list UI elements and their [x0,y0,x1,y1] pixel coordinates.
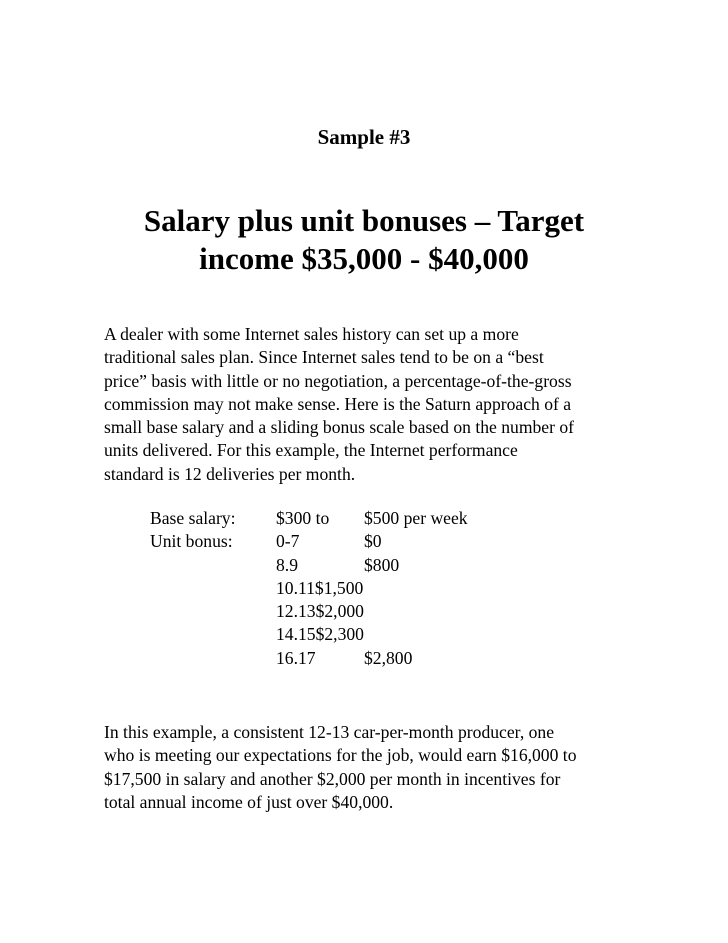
row-range: 14.15$2,300 [276,624,364,645]
intro-line: A dealer with some Internet sales history can set up a more [104,324,519,344]
row-label: Unit bonus: [150,531,233,552]
row-range: 12.13$2,000 [276,601,364,622]
row-value: $0 [364,531,382,552]
conclusion-line: total annual income of just over $40,000. [104,791,394,812]
sample-heading: Sample #3 [317,125,411,149]
conclusion-line: who is meeting our expectations for the job, would earn $16,000 to [104,745,577,766]
main-title-line: Salary plus unit bonuses – Target [143,203,585,238]
conclusion-paragraph [104,721,644,814]
row-range: 10.11$1,500 [276,577,364,598]
row-range: 0-7 [276,531,300,552]
intro-line: small base salary and a sliding bonus scale based on the number of [104,417,575,438]
row-range: 16.17 [276,647,316,668]
row-range: $300 to [276,508,330,528]
conclusion-line: $17,500 in salary and another $2,000 per month in incentives for [104,768,561,789]
main-title-line: income $35,000 - $40,000 [199,241,529,276]
intro-line: traditional sales plan. Since Internet sales tend to be on a “best [104,347,544,368]
intro-line: commission may not make sense. Here is the Saturn approach of a [104,393,572,414]
row-value: $800 [364,554,400,575]
intro-paragraph [104,323,644,486]
intro-line: standard is 12 deliveries per month. [104,463,356,484]
row-value: $2,800 [364,647,413,668]
row-value: $500 per week [364,508,468,528]
row-label: Base salary: [150,508,236,528]
intro-line: units delivered. For this example, the Internet performance [104,440,518,461]
row-range: 8.9 [276,554,298,575]
intro-line: price” basis with little or no negotiation, a percentage-of-the-gross [104,370,572,391]
conclusion-line: In this example, a consistent 12-13 car-per-month producer, one [104,722,555,742]
main-title [60,202,668,278]
